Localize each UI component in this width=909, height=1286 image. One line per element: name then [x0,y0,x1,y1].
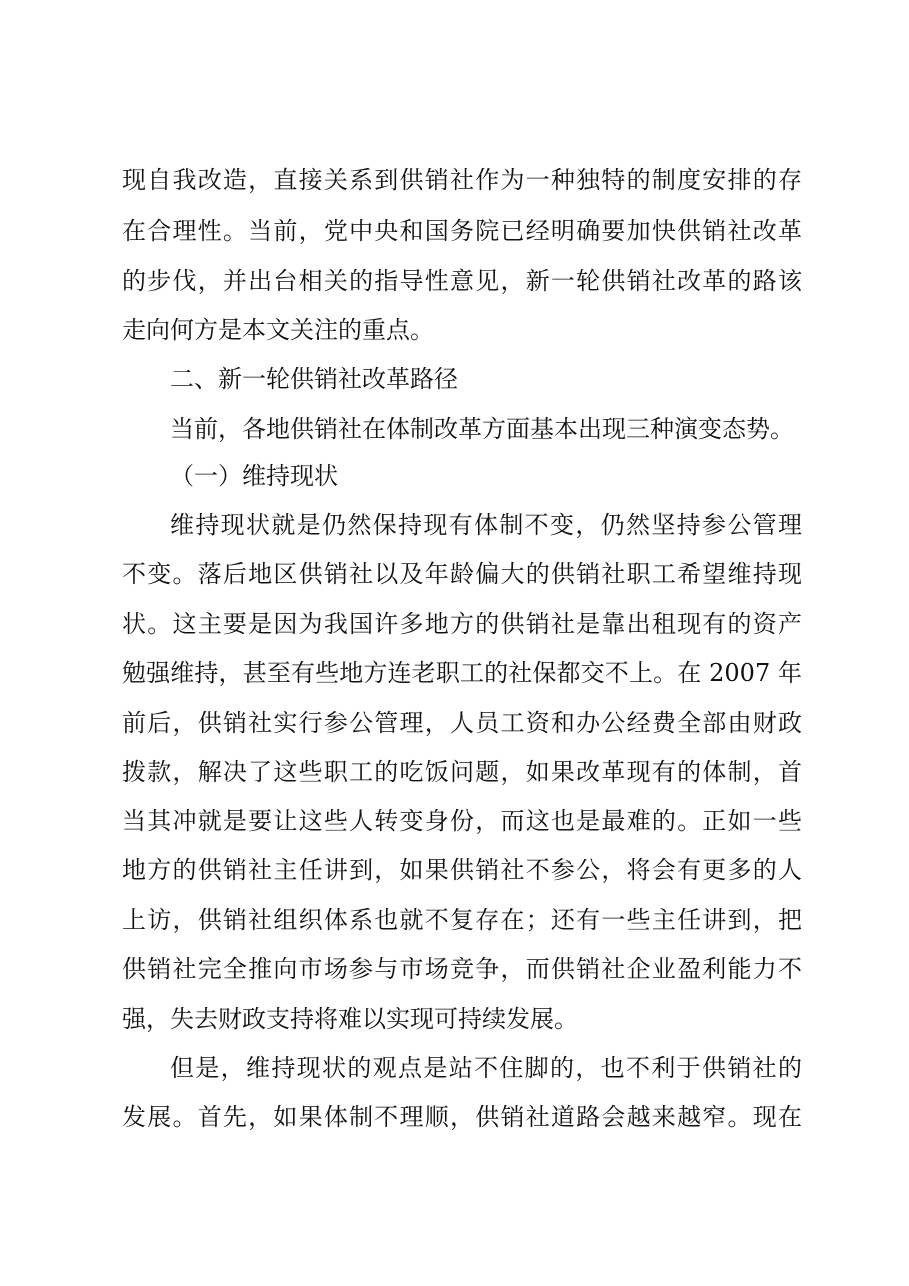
paragraph-line: 不变。落后地区供销社以及年龄偏大的供销社职工希望维持现 [122,560,802,588]
paragraph-line: 勉强维持，甚至有些地方连老职工的社保都交不上。在 2007 年 [122,659,802,687]
paragraph-line: 上访，供销社组织体系也就不复存在；还有一些主任讲到，把 [122,906,802,934]
paragraph-line: 状。这主要是因为我国许多地方的供销社是靠出租现有的资产 [122,610,802,638]
paragraph-line: 但是，维持现状的观点是站不住脚的，也不利于供销社的 [170,1054,802,1082]
paragraph-line: 当其冲就是要让这些人转变身份，而这也是最难的。正如一些 [122,807,802,835]
paragraph-line: 维持现状就是仍然保持现有体制不变，仍然坚持参公管理 [170,511,802,539]
paragraph-line: 在合理性。当前，党中央和国务院已经明确要加快供销社改革 [122,217,802,245]
paragraph-line: 发展。首先，如果体制不理顺，供销社道路会越来越窄。现在 [122,1103,802,1131]
paragraph-line: 的步伐，并出台相关的指导性意见，新一轮供销社改革的路该 [122,267,802,295]
paragraph-line: 强，失去财政支持将难以实现可持续发展。 [122,1005,578,1033]
paragraph-line: 当前，各地供销社在体制改革方面基本出现三种演变态势。 [170,415,794,443]
paragraph-line: 供销社完全推向市场参与市场竞争，而供销社企业盈利能力不 [122,955,802,983]
paragraph-line: 地方的供销社主任讲到，如果供销社不参公，将会有更多的人 [122,856,802,884]
section-heading: 二、新一轮供销社改革路径 [170,365,458,393]
paragraph-line: 拨款，解决了这些职工的吃饭问题，如果改革现有的体制，首 [122,758,802,786]
paragraph-line: 现自我改造，直接关系到供销社作为一种独特的制度安排的存 [122,166,802,194]
paragraph-line: 走向何方是本文关注的重点。 [122,316,434,344]
subsection-heading: （一）维持现状 [170,462,338,490]
paragraph-line: 前后，供销社实行参公管理，人员工资和办公经费全部由财政 [122,709,802,737]
